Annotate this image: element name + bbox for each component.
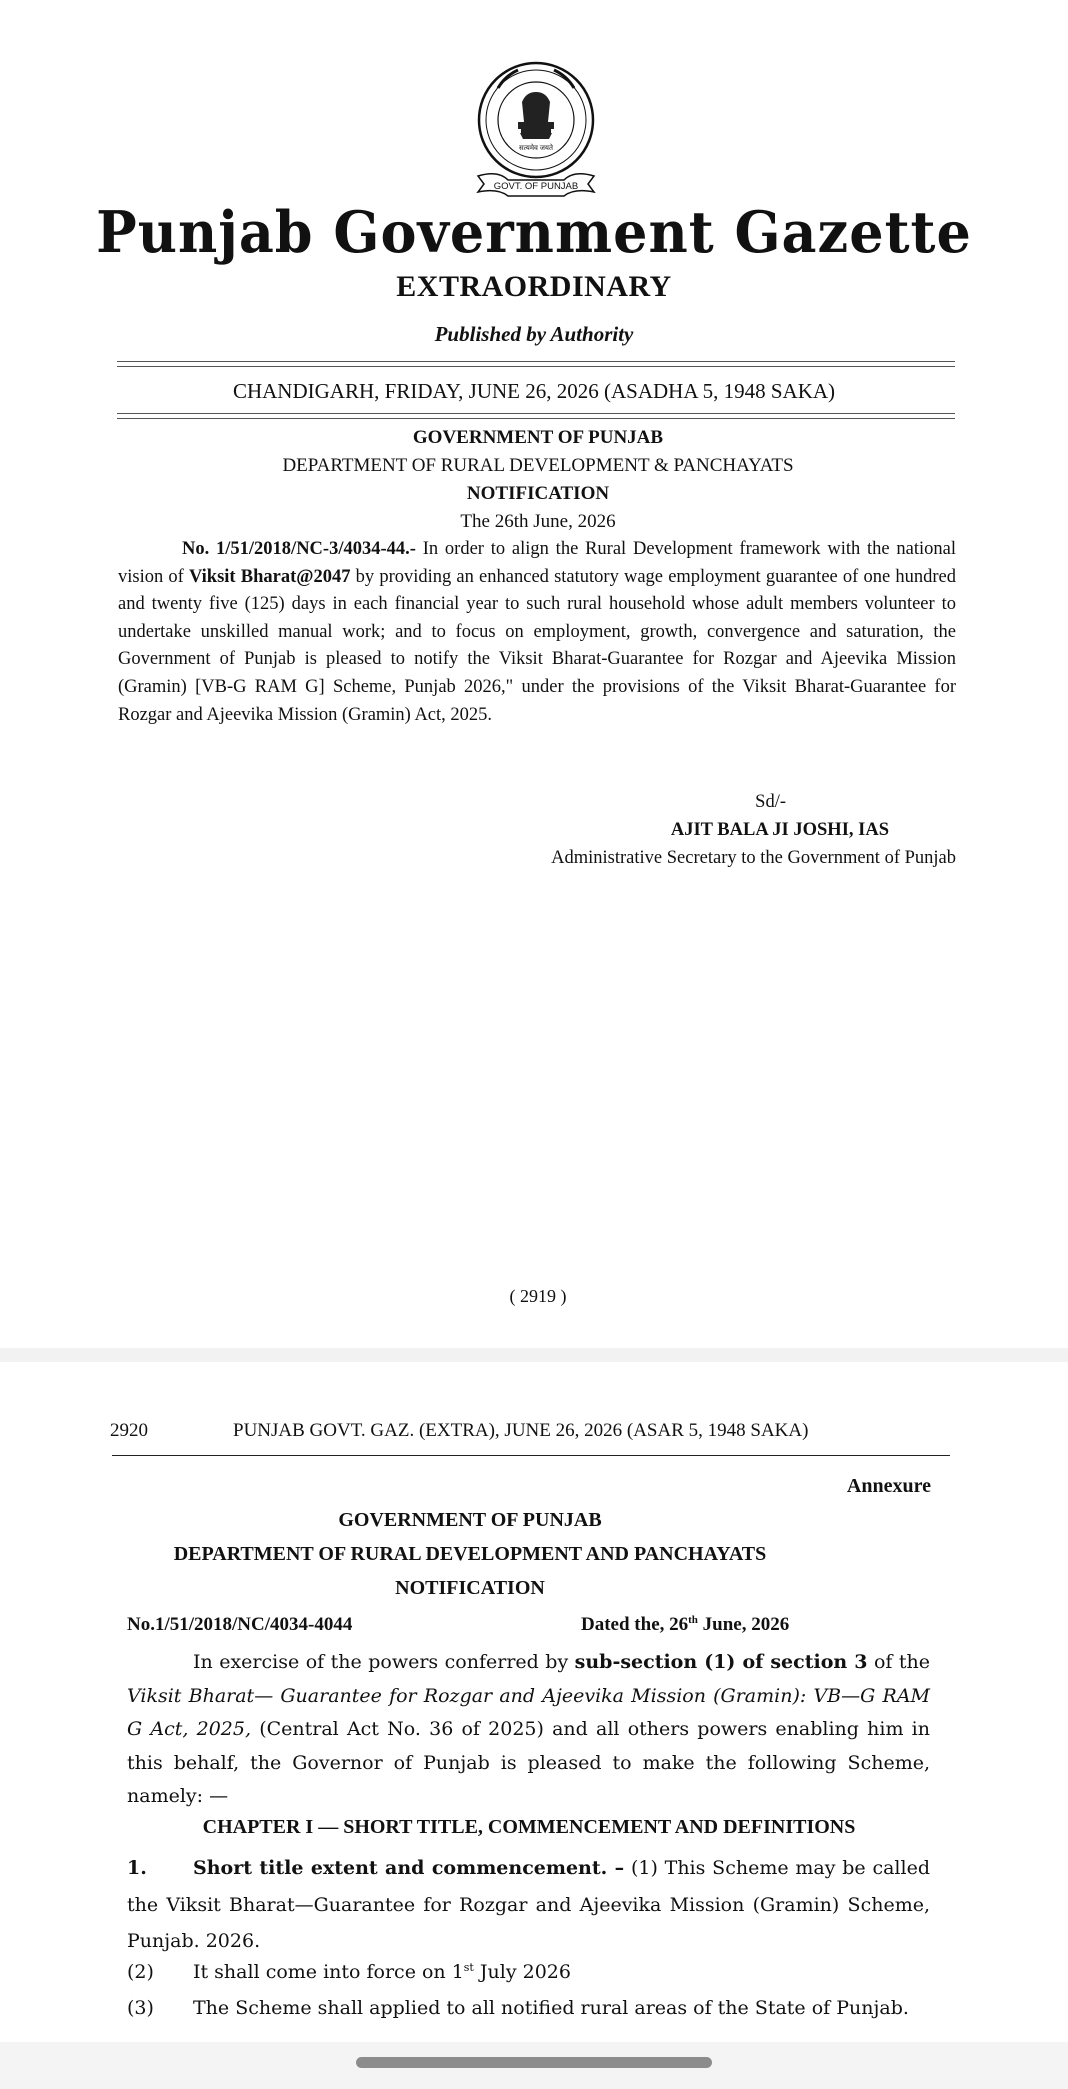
- department-heading: DEPARTMENT OF RURAL DEVELOPMENT & PANCHAYATS: [282, 455, 794, 476]
- subsection-sup: st: [463, 1961, 474, 1974]
- annexure-label: Annexure: [846, 1475, 931, 1497]
- section-1: [127, 1850, 930, 1960]
- government-heading: GOVERNMENT OF PUNJAB: [412, 427, 664, 448]
- section-title: Short title extent and commencement. –: [193, 1857, 625, 1879]
- section-text: (1) This Scheme may be called the Viksit Bharat—Guarantee for Rozgar and Ajeevika Mission (Gramin) Scheme, Punjab. 2026.: [127, 1857, 930, 1952]
- notification-heading: NOTIFICATION: [466, 483, 610, 504]
- published-by-authority: Published by Authority: [434, 322, 634, 346]
- subsection-number: (3): [127, 1997, 154, 2019]
- annex-government-heading: GOVERNMENT OF PUNJAB: [338, 1509, 602, 1531]
- annex-notification-number: No.1/51/2018/NC/4034-4044: [127, 1614, 353, 1635]
- header-rule: [112, 1455, 950, 1456]
- preamble-act-title: Viksit Bharat— Guarantee for Rozgar and Ajeevika Mission (Gramin): VB—G RAM G Act, 2025,: [127, 1684, 930, 1740]
- chapter-heading: CHAPTER I — SHORT TITLE, COMMENCEMENT AND DEFINITIONS: [202, 1816, 856, 1838]
- punjab-govt-emblem-icon: [472, 58, 600, 206]
- subsection-text: It shall come into force on 1: [193, 1961, 464, 1983]
- divider: [117, 418, 955, 419]
- preamble-text: (Central Act No. 36 of 2025) and all others powers enabling him in this behalf, the Governor of Punjab is pleased to make the following Scheme, namely: —: [127, 1718, 930, 1807]
- dated-sup: th: [688, 1614, 698, 1626]
- dated-suffix: June, 2026: [697, 1614, 790, 1635]
- annex-dated: [581, 1614, 789, 1636]
- page2-running-header: PUNJAB GOVT. GAZ. (EXTRA), JUNE 26, 2026 (ASAR 5, 1948 SAKA): [233, 1420, 809, 1441]
- divider: [117, 366, 955, 367]
- subsection-3: [127, 1997, 909, 2019]
- dateline: CHANDIGARH, FRIDAY, JUNE 26, 2026 (ASADHA 5, 1948 SAKA): [232, 379, 836, 403]
- notification-number: No. 1/51/2018/NC-3/4034-44.-: [182, 539, 416, 559]
- page-number: ( 2919 ): [509, 1286, 567, 1306]
- divider: [117, 413, 955, 414]
- annex-department-heading: DEPARTMENT OF RURAL DEVELOPMENT AND PANCHAYATS: [173, 1543, 767, 1565]
- section-number: 1.: [127, 1857, 147, 1879]
- page-separator: [0, 1348, 1068, 1362]
- viksit-bharat-term: Viksit Bharat@2047: [188, 566, 351, 587]
- preamble-text: In exercise of the powers conferred by: [193, 1651, 575, 1673]
- signatory-name: AJIT BALA JI JOSHI, IAS: [670, 820, 889, 840]
- svg-text:सत्यमेव जयते: सत्यमेव जयते: [519, 144, 553, 152]
- page2-number: 2920: [110, 1420, 148, 1441]
- para-text: In order to align the Rural Development framework with the national vision of: [118, 539, 956, 587]
- svg-text:GOVT. OF PUNJAB: GOVT. OF PUNJAB: [493, 181, 579, 192]
- subsection-number: (2): [127, 1961, 154, 1983]
- extraordinary-heading: EXTRAORDINARY: [396, 270, 672, 303]
- notification-paragraph: [118, 536, 956, 729]
- notification-date: The 26th June, 2026: [460, 511, 616, 532]
- annex-notification-heading: NOTIFICATION: [395, 1577, 545, 1599]
- home-indicator[interactable]: [356, 2057, 712, 2068]
- subsection-text: July 2026: [473, 1961, 571, 1983]
- sd-mark: Sd/-: [755, 792, 786, 812]
- divider: [117, 361, 955, 362]
- subsection-text: The Scheme shall applied to all notified rural areas of the State of Punjab.: [193, 1997, 909, 2019]
- signatory-designation: Administrative Secretary to the Government of Punjab: [551, 848, 956, 868]
- preamble-bold: sub-section (1) of section 3: [574, 1651, 868, 1673]
- para-text: by providing an enhanced statutory wage employment guarantee of one hundred and twenty five (125) days in each financial year to such rural household whose adult members volunteer to undertake unskilled manual work; and to focus on employment, growth, convergence and saturation, the Government of Punjab is pleased to notify the Viksit Bharat-Guarantee for Rozgar and Ajeevika Mission (Gramin) [VB-G RAM G] Scheme, Punjab 2026," under the provisions of the Viksit Bharat-Guarantee for Rozgar and Ajeevika Mission (Gramin) Act, 2025.: [118, 566, 956, 725]
- preamble-text: of the: [867, 1651, 931, 1673]
- subsection-2: [127, 1961, 571, 1983]
- annex-preamble: [127, 1646, 930, 1814]
- gazette-title: Punjab Government Gazette: [96, 198, 972, 266]
- dated-prefix: Dated the, 26: [581, 1614, 689, 1635]
